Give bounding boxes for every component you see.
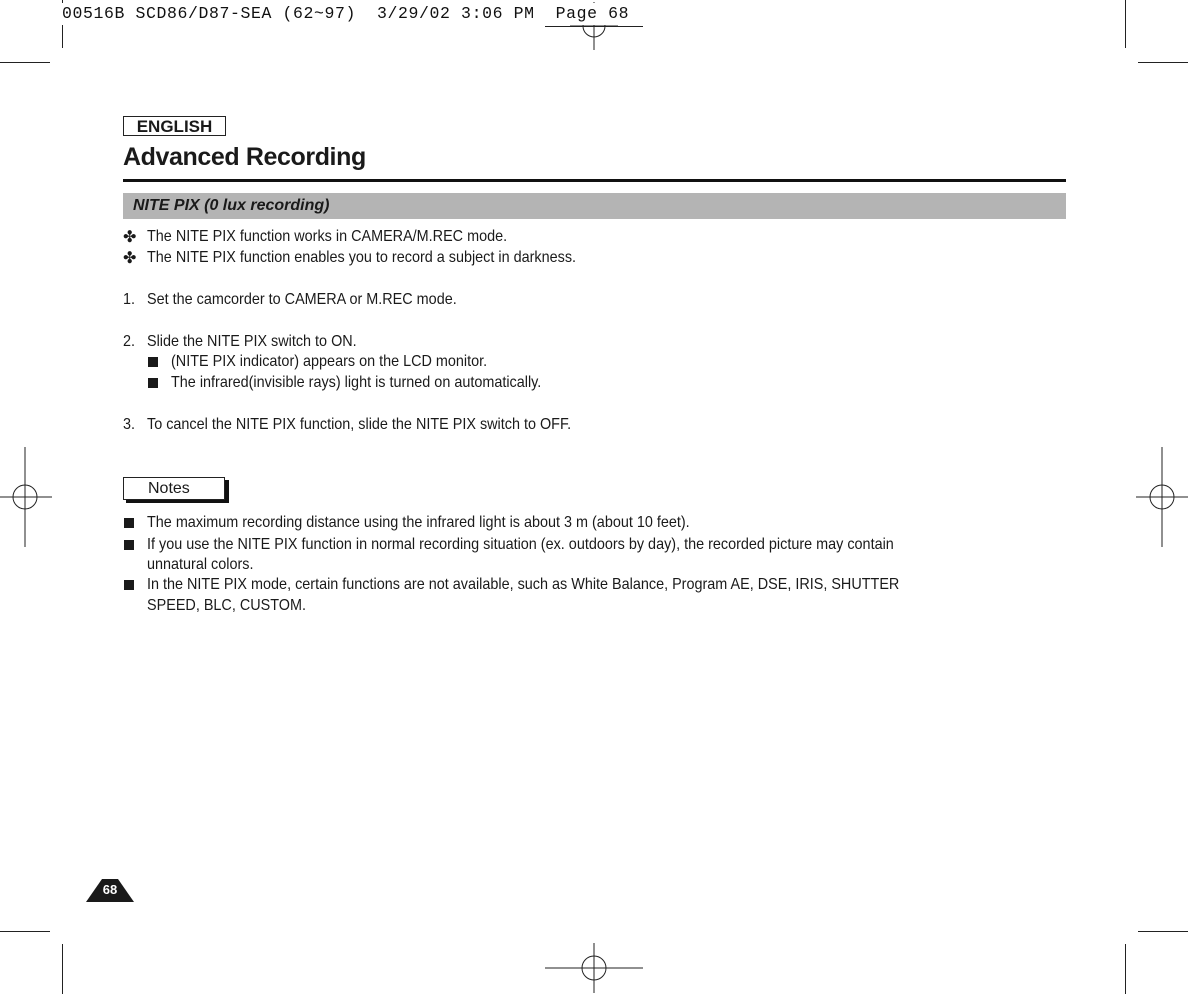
square-bullet-icon [124,518,134,528]
crop-mark [1138,931,1188,932]
registration-mark-left-icon [0,447,52,547]
crop-mark [62,944,63,994]
registration-mark-right-icon [1136,447,1188,547]
step-number: 3. [123,416,136,433]
crop-mark [1125,0,1126,48]
section-title: NITE PIX (0 lux recording) [133,197,330,214]
crop-mark [0,931,50,932]
step-number: 1. [123,291,136,308]
step-number: 2. [123,333,136,350]
page-title: Advanced Recording [123,143,366,171]
notes-label-shadow [126,500,229,503]
slug-underline [545,26,643,27]
notes-label: Notes [123,477,225,500]
crop-mark [1138,62,1188,63]
note-text: If you use the NITE PIX function in normal recording situation (ex. outdoors by day), the recorded picture may contain [147,536,894,553]
step-sub-text: (NITE PIX indicator) appears on the LCD monitor. [171,353,488,370]
note-text: unnatural colors. [147,556,254,573]
step-sub-text: The infrared(invisible rays) light is turned on automatically. [171,374,542,391]
four-petal-cross-icon: ✤ [123,248,137,267]
square-bullet-icon [148,378,158,388]
crop-mark [0,62,50,63]
title-divider [123,179,1066,182]
printer-slug: 00516B SCD86/D87-SEA (62~97) 3/29/02 3:06 PM Page 68 [62,4,630,23]
square-bullet-icon [124,580,134,590]
step-text: Slide the NITE PIX switch to ON. [147,333,357,350]
note-text: The maximum recording distance using the infrared light is about 3 m (about 10 feet). [147,514,690,531]
square-bullet-icon [124,540,134,550]
language-label: ENGLISH [123,116,226,136]
crop-mark [1125,944,1126,994]
note-text: SPEED, BLC, CUSTOM. [147,597,306,614]
registration-mark-bottom-icon [545,943,643,993]
note-text: In the NITE PIX mode, certain functions are not available, such as White Balance, Program AE, DSE, IRIS, SHUTTER [147,576,900,593]
intro-bullet-text: The NITE PIX function enables you to record a subject in darkness. [147,249,577,266]
page-number: 68 [102,882,118,897]
intro-bullet-text: The NITE PIX function works in CAMERA/M.REC mode. [147,228,508,245]
square-bullet-icon [148,357,158,367]
four-petal-cross-icon: ✤ [123,227,137,246]
step-text: Set the camcorder to CAMERA or M.REC mode. [147,291,457,308]
step-text: To cancel the NITE PIX function, slide the NITE PIX switch to OFF. [147,416,572,433]
